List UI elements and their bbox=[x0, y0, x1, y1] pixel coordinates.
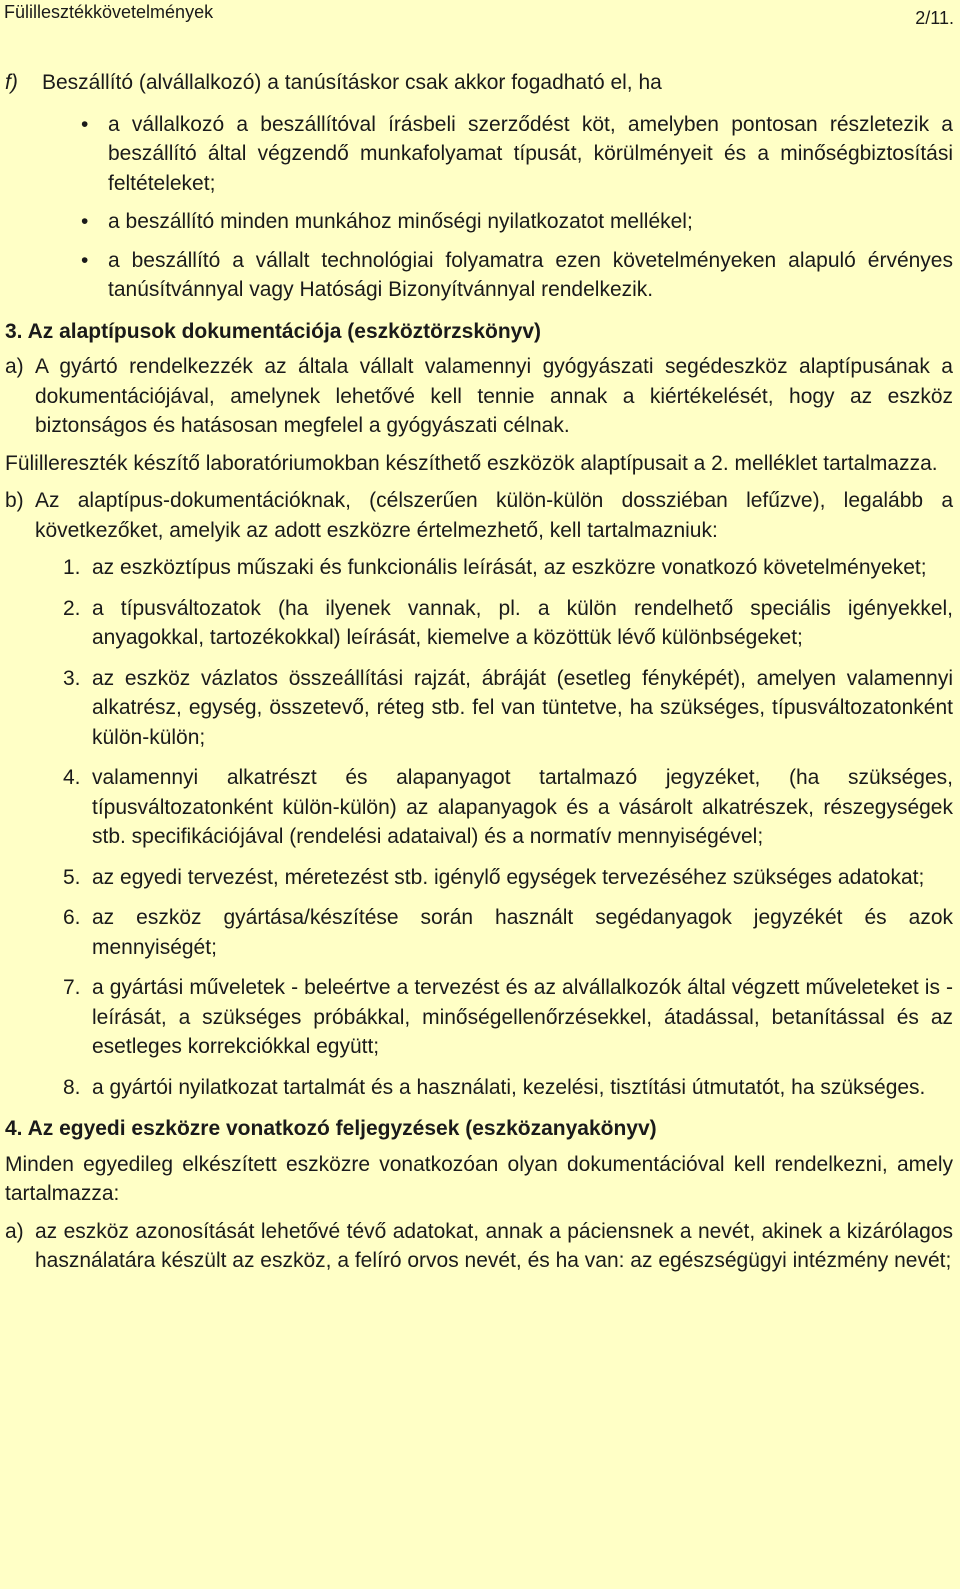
section-3b-label: b) bbox=[5, 489, 24, 512]
item-text: a gyártói nyilatkozat tartalmát és a használati, kezelési, tisztítási útmutatót, ha szükséges. bbox=[92, 1075, 926, 1099]
section-3-note-text: Fülillereszték készítő laboratóriumokban készíthető eszközök alaptípusait a 2. melléklet tartalmazza. bbox=[5, 451, 938, 475]
section-3-note bbox=[5, 449, 953, 479]
numbered-item bbox=[5, 973, 953, 1062]
item-number: 4. bbox=[63, 766, 81, 789]
item-number: 1. bbox=[63, 556, 81, 579]
numbered-item bbox=[5, 664, 953, 753]
item-number: 3. bbox=[63, 666, 81, 690]
section-3a bbox=[5, 352, 953, 441]
section-3b bbox=[5, 486, 953, 545]
item-text: a gyártási műveletek - beleértve a tervezést és az alvállalkozók által végzett műveleteket is - leírását, a szükséges próbákkal, minőségellenőrzésekkel, átadással, betanítással és az esetleges korrekciókkal együtt; bbox=[92, 976, 953, 1058]
bullet-icon: • bbox=[81, 112, 89, 136]
item-text: a típusváltozatok (ha ilyenek vannak, pl. a külön rendelhető speciális igényekkel, anyagokkal, tartozékokkal) leírását, kiemelve a közöttük lévő különbségeket; bbox=[92, 596, 953, 649]
section-3-title: 3. Az alaptípusok dokumentációja (eszköztörzskönyv) bbox=[5, 319, 542, 343]
list-item bbox=[5, 110, 953, 199]
section-3a-label: a) bbox=[5, 355, 24, 378]
section-4a-text: az eszköz azonosítását lehetővé tévő adatokat, annak a páciensnek a nevét, akinek a kizárólagos használatára készült az eszköz, a felíró orvos nevét, és ha van: az egészségügyi intézmény nevét; bbox=[35, 1219, 953, 1272]
page-number: 2/11. bbox=[915, 8, 954, 28]
page-header bbox=[4, 0, 954, 30]
item-text: az egyedi tervezést, méretezést stb. igénylő egységek tervezéséhez szükséges adatokat; bbox=[92, 865, 925, 889]
numbered-list bbox=[5, 553, 953, 1102]
section-f-intro: Beszállító (alvállalkozó) a tanúsításkor csak akkor fogadható el, ha bbox=[42, 71, 662, 94]
bullet-icon: • bbox=[81, 248, 89, 272]
numbered-item bbox=[5, 863, 953, 893]
item-number: 8. bbox=[63, 1075, 81, 1099]
section-3a-text: A gyártó rendelkezzék az általa vállalt valamennyi gyógyászati segédeszköz alaptípusának a dokumentációjával, amelynek lehetővé kell tennie annak a kiértékelését, hogy az eszköz biztonságos és hatásosan megfelel a gyógyászati célnak. bbox=[35, 355, 953, 437]
numbered-item bbox=[5, 763, 953, 852]
bullet-list bbox=[5, 110, 953, 305]
list-item-text: a vállalkozó a beszállítóval írásbeli szerződést köt, amelyben pontosan részletezik a beszállító által végzendő munkafolyamat típusát, körülményeit és a minőségbiztosítási feltételeket; bbox=[108, 112, 953, 195]
section-f-label: f) bbox=[5, 71, 18, 94]
numbered-item bbox=[5, 553, 953, 583]
section-3b-text: Az alaptípus-dokumentációknak, (célszerűen külön-külön dossziéban lefűzve), legalább a következőket, amelyik az adott eszközre értelmezhető, kell tartalmazniuk: bbox=[35, 489, 953, 542]
item-number: 2. bbox=[63, 596, 81, 620]
document-body bbox=[5, 68, 953, 1284]
document-title: Fülillesztékkövetelmények bbox=[4, 2, 214, 22]
item-number: 7. bbox=[63, 976, 81, 999]
numbered-item bbox=[5, 1073, 953, 1103]
list-item-text: a beszállító a vállalt technológiai folyamatra ezen követelményeken alapuló érvényes tanúsítvánnyal vagy Hatósági Bizonyítvánnyal rendelkezik. bbox=[108, 248, 953, 301]
section-4-intro bbox=[5, 1150, 953, 1209]
numbered-item bbox=[5, 594, 953, 653]
bullet-icon: • bbox=[81, 210, 89, 233]
section-4-title: 4. Az egyedi eszközre vonatkozó feljegyzések (eszközanyakönyv) bbox=[5, 1117, 657, 1140]
item-number: 6. bbox=[63, 906, 81, 929]
section-4a bbox=[5, 1217, 953, 1276]
item-text: az eszköz vázlatos összeállítási rajzát, ábráját (esetleg fényképét), amelyen valamennyi alkatrész, egység, összetevő, réteg stb. fel van tüntetve, ha szükséges, típusváltozatonként külön-külön; bbox=[92, 666, 953, 749]
item-text: az eszköztípus műszaki és funkcionális leírását, az eszközre vonatkozó követelményeket; bbox=[92, 556, 927, 579]
item-number: 5. bbox=[63, 865, 81, 889]
list-item bbox=[5, 246, 953, 305]
list-item-text: a beszállító minden munkához minőségi nyilatkozatot mellékel; bbox=[108, 210, 693, 233]
section-4-intro-text: Minden egyedileg elkészített eszközre vonatkozóan olyan dokumentációval kell rendelkezni, amely tartalmazza: bbox=[5, 1152, 953, 1205]
section-f bbox=[5, 68, 953, 98]
section-4a-label: a) bbox=[5, 1219, 24, 1243]
numbered-item bbox=[5, 903, 953, 962]
list-item bbox=[5, 207, 953, 237]
item-text: az eszköz gyártása/készítése során használt segédanyagok jegyzékét és azok mennyiségét; bbox=[92, 906, 953, 959]
item-text: valamennyi alkatrészt és alapanyagot tartalmazó jegyzéket, (ha szükséges, típusváltozatonként külön-külön) az alapanyagok és a vásárolt alkatrészek, részegységek stb. specifikációjával (rendelési adataival) és a normatív mennyiségével; bbox=[92, 766, 953, 848]
